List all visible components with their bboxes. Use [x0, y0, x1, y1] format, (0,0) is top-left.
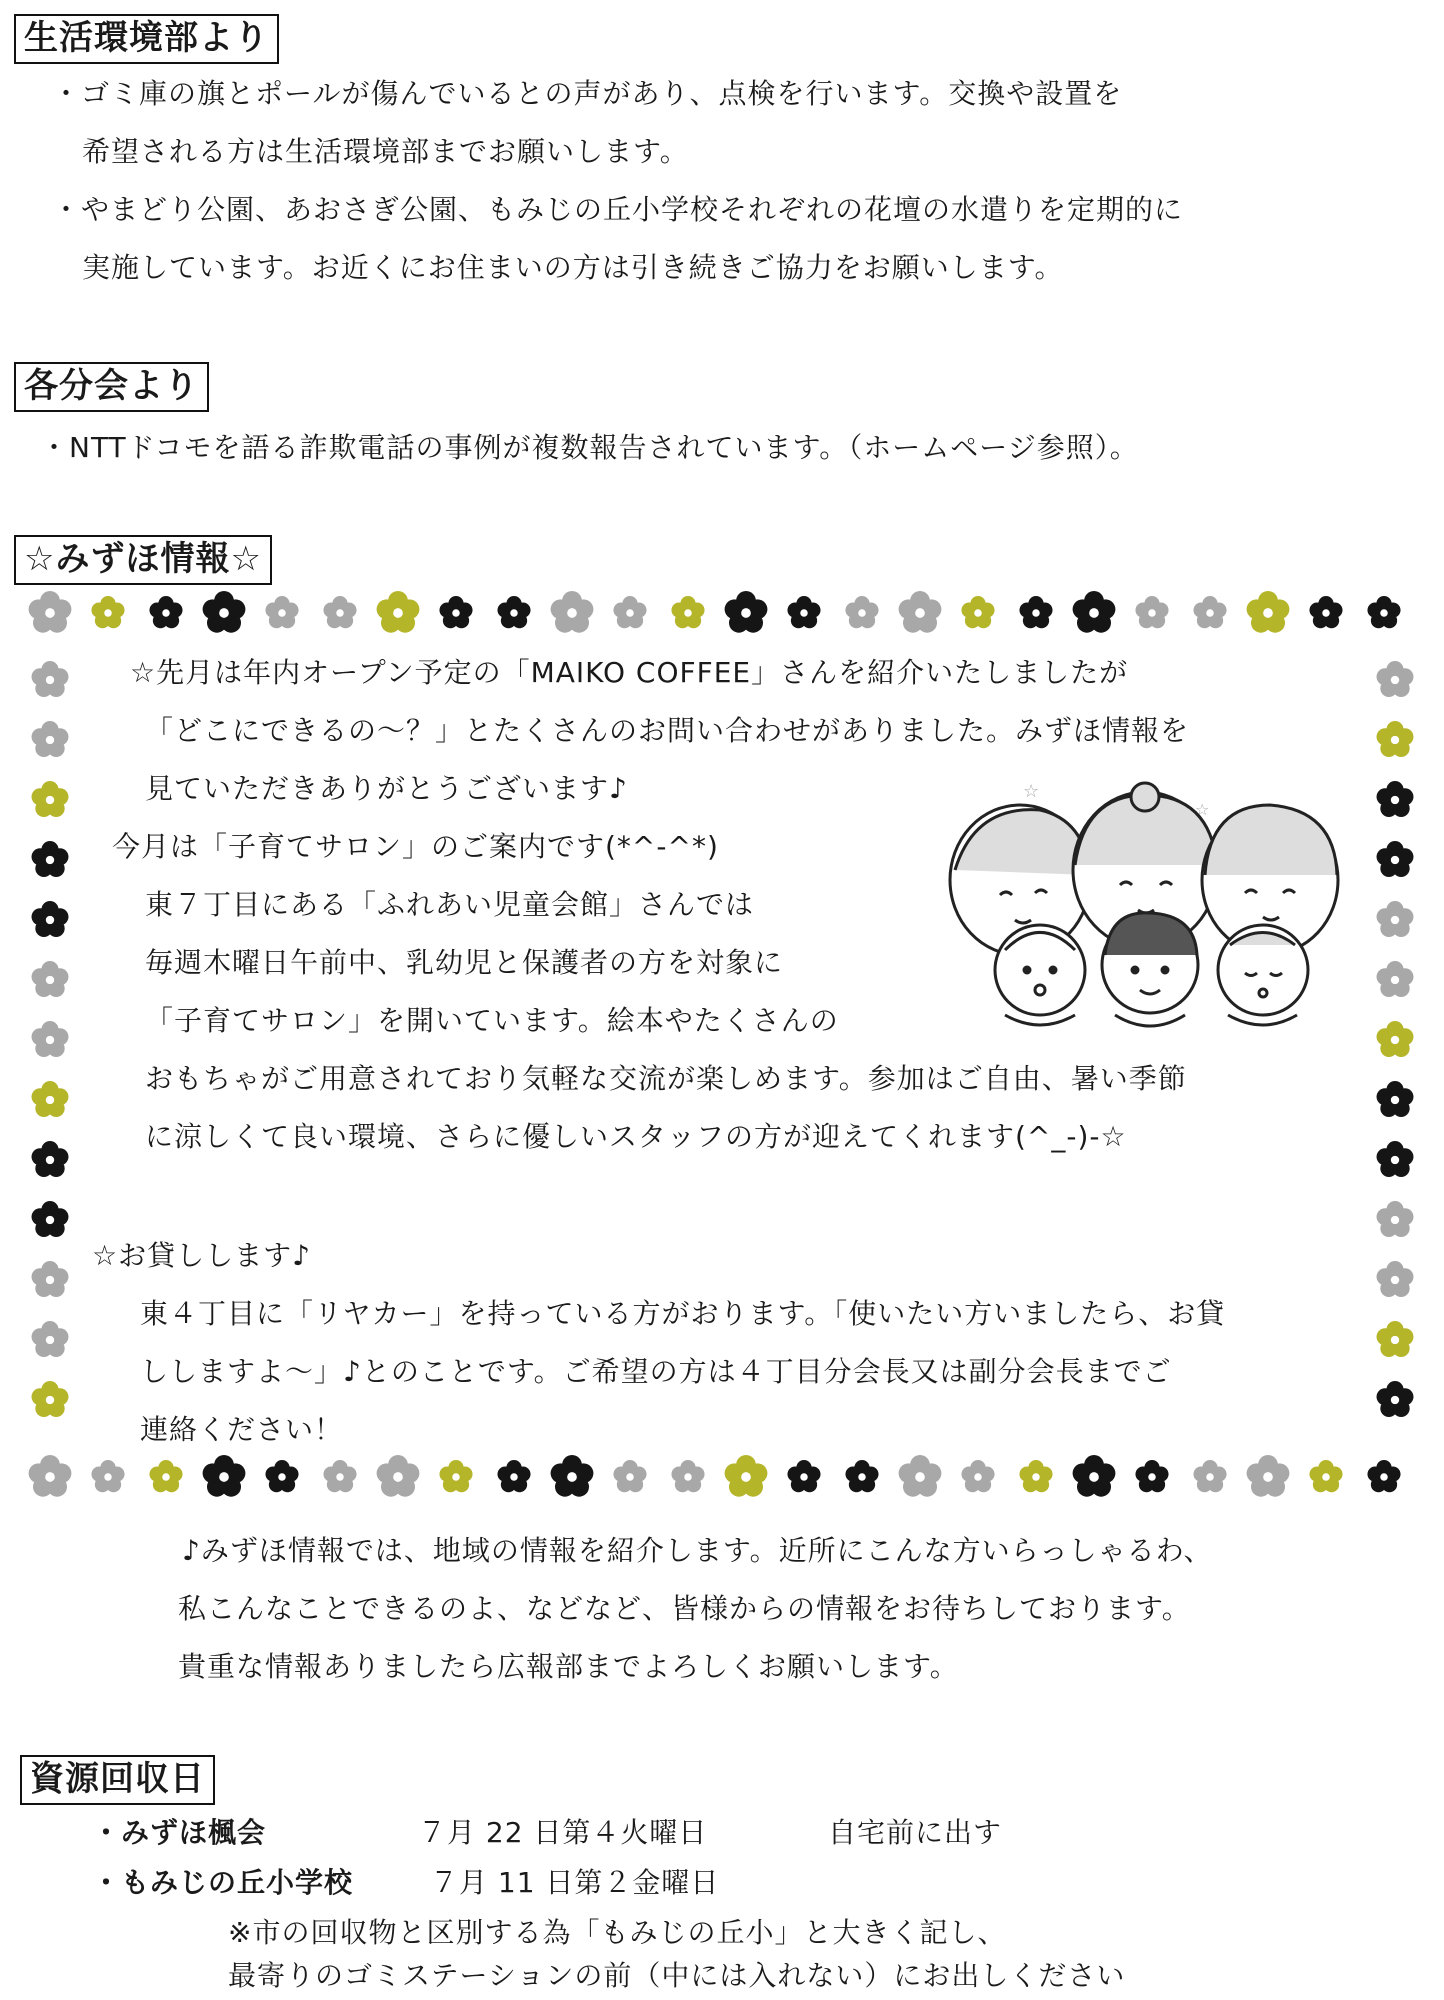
- flower-icon: [1377, 901, 1414, 937]
- flower-icon: [1135, 1460, 1168, 1492]
- flower-icon: [439, 1460, 472, 1492]
- flower-icon: [787, 1460, 820, 1492]
- flower-icon: [1377, 1261, 1414, 1297]
- flower-icon: [29, 1455, 72, 1497]
- flower-icon: [377, 591, 420, 633]
- mizuho-line-9: に涼しくて良い環境、さらに優しいスタッフの方が迎えてくれます(^_-)-☆: [145, 1120, 1127, 1153]
- flower-icon: [613, 596, 646, 628]
- flower-icon: [32, 1321, 69, 1357]
- heading-bunkai: 各分会より: [14, 362, 209, 412]
- flower-icon: [497, 1460, 530, 1492]
- mizuho-line-4: 今月は「子育てサロン」のご案内です(*^-^*): [112, 830, 719, 863]
- flower-icon: [91, 1460, 124, 1492]
- flower-icon: [439, 596, 472, 628]
- flower-icon: [32, 1021, 69, 1057]
- flower-icon: [1309, 1460, 1342, 1492]
- flower-icon: [1377, 1381, 1414, 1417]
- flower-icon: [1019, 596, 1052, 628]
- seikatsu-line-1: ・ゴミ庫の旗とポールが傷んでいるとの声があり、点検を行います。交換や設置を: [52, 77, 1123, 110]
- flower-icon: [845, 596, 878, 628]
- flower-icon: [1377, 661, 1414, 697]
- flower-icon: [1309, 596, 1342, 628]
- flower-icon: [1377, 841, 1414, 877]
- mizuho-line-6: 毎週木曜日午前中、乳幼児と保護者の方を対象に: [145, 946, 784, 979]
- flower-icon: [497, 596, 530, 628]
- shigen-row-2-name: ・もみじの丘小学校: [92, 1866, 354, 1899]
- shigen-row-1-date: ７月 22 日第４火曜日: [418, 1816, 708, 1849]
- shigen-note-2: 最寄りのゴミステーションの前（中には入れない）にお出しください: [228, 1959, 1126, 1992]
- heading-shigen: 資源回収日: [20, 1755, 215, 1805]
- flower-icon: [32, 841, 69, 877]
- flower-icon: [551, 1455, 594, 1497]
- mizuho-footer-2: 私こんなことできるのよ、などなど、皆様からの情報をお待ちしております。: [178, 1592, 1191, 1625]
- flower-icon: [1247, 591, 1290, 633]
- flower-icon: [1367, 596, 1400, 628]
- flower-icon: [961, 1460, 994, 1492]
- flower-icon: [377, 1455, 420, 1497]
- flower-icon: [1377, 1141, 1414, 1177]
- flower-icon: [1193, 596, 1226, 628]
- flower-icon: [32, 1141, 69, 1177]
- shigen-row-2-date: ７月 11 日第２金曜日: [430, 1866, 720, 1899]
- flower-icon: [725, 1455, 768, 1497]
- heading-seikatsu: 生活環境部より: [14, 14, 279, 64]
- flower-icon: [1019, 1460, 1052, 1492]
- flower-icon: [323, 596, 356, 628]
- seikatsu-line-4: 実施しています。お近くにお住まいの方は引き続きご協力をお願いします。: [82, 251, 1064, 284]
- mizuho-line-13: 連絡ください！: [140, 1413, 344, 1446]
- flower-icon: [1367, 1460, 1400, 1492]
- flower-icon: [32, 721, 69, 757]
- flower-icon: [1377, 781, 1414, 817]
- flower-icon: [32, 1261, 69, 1297]
- mizuho-line-11: 東４丁目に「リヤカー」を持っている方がおります。「使いたい方いましたら、お貸: [140, 1297, 1226, 1330]
- mizuho-line-10: ☆お貸しします♪: [92, 1239, 311, 1272]
- flower-icon: [1193, 1460, 1226, 1492]
- svg-text:☆: ☆: [1023, 781, 1040, 802]
- shigen-row-1-note: 自宅前に出す: [828, 1816, 1003, 1849]
- flower-icon: [961, 596, 994, 628]
- svg-text:☆: ☆: [1195, 800, 1210, 819]
- flower-icon: [1377, 1021, 1414, 1057]
- flower-icon: [32, 1081, 69, 1117]
- bunkai-line-1: ・NTTドコモを語る詐欺電話の事例が複数報告されています。（ホームページ参照）。: [40, 431, 1139, 464]
- flower-icon: [899, 1455, 942, 1497]
- flower-icon: [32, 1381, 69, 1417]
- flower-icon: [725, 591, 768, 633]
- mizuho-line-2: 「どこにできるの～？」とたくさんのお問い合わせがありました。みずほ情報を: [145, 714, 1190, 747]
- mizuho-footer-3: 貴重な情報ありましたら広報部までよろしくお願いします。: [178, 1650, 959, 1683]
- flower-icon: [32, 1201, 69, 1237]
- flower-icon: [1377, 961, 1414, 997]
- flower-icon: [845, 1460, 878, 1492]
- flower-icon: [671, 1460, 704, 1492]
- flower-icon: [613, 1460, 646, 1492]
- mizuho-line-3: 見ていただきありがとうございます♪: [145, 772, 628, 805]
- flower-icon: [1377, 1201, 1414, 1237]
- flower-icon: [32, 961, 69, 997]
- flower-icon: [323, 1460, 356, 1492]
- heading-mizuho: ☆みずほ情報☆: [14, 535, 272, 585]
- flower-icon: [203, 591, 246, 633]
- seikatsu-line-2: 希望される方は生活環境部までお願いします。: [82, 135, 689, 168]
- mizuho-line-7: 「子育てサロン」を開いています。絵本やたくさんの: [145, 1004, 839, 1037]
- shigen-note-1: ※市の回収物と区別する為「もみじの丘小」と大きく記し、: [228, 1916, 1007, 1949]
- seikatsu-line-3: ・やまどり公園、あおさぎ公園、もみじの丘小学校それぞれの花壇の水遣りを定期的に: [52, 193, 1184, 226]
- flower-icon: [149, 1460, 182, 1492]
- mizuho-line-5: 東７丁目にある「ふれあい児童会館」さんでは: [145, 888, 755, 921]
- flower-icon: [899, 591, 942, 633]
- mizuho-footer-1: ♪みずほ情報では、地域の情報を紹介します。近所にこんな方いらっしゃるわ、: [182, 1534, 1213, 1567]
- flower-icon: [1135, 596, 1168, 628]
- flower-icon: [1073, 591, 1116, 633]
- flower-icon: [32, 781, 69, 817]
- mizuho-line-8: おもちゃがご用意されており気軽な交流が楽しめます。参加はご自由、暑い季節: [145, 1062, 1187, 1095]
- flower-icon: [787, 596, 820, 628]
- flower-icon: [32, 901, 69, 937]
- mizuho-line-12: ししますよ～」♪とのことです。ご希望の方は４丁目分会長又は副分会長までご: [140, 1355, 1172, 1388]
- flower-icon: [29, 591, 72, 633]
- flower-icon: [1377, 721, 1414, 757]
- flower-icon: [551, 591, 594, 633]
- flower-icon: [265, 596, 298, 628]
- flower-icon: [1247, 1455, 1290, 1497]
- shigen-row-1-name: ・みずほ楓会: [92, 1816, 267, 1849]
- flower-icon: [91, 596, 124, 628]
- family-illustration: [945, 775, 1345, 1035]
- flower-icon: [671, 596, 704, 628]
- flower-icon: [1377, 1321, 1414, 1357]
- mizuho-line-1: ☆先月は年内オープン予定の「MAIKO COFFEE」さんを紹介いたしましたが: [130, 656, 1129, 689]
- flower-icon: [265, 1460, 298, 1492]
- flower-icon: [203, 1455, 246, 1497]
- flower-icon: [149, 596, 182, 628]
- flower-icon: [1377, 1081, 1414, 1117]
- flower-icon: [32, 661, 69, 697]
- flower-icon: [1073, 1455, 1116, 1497]
